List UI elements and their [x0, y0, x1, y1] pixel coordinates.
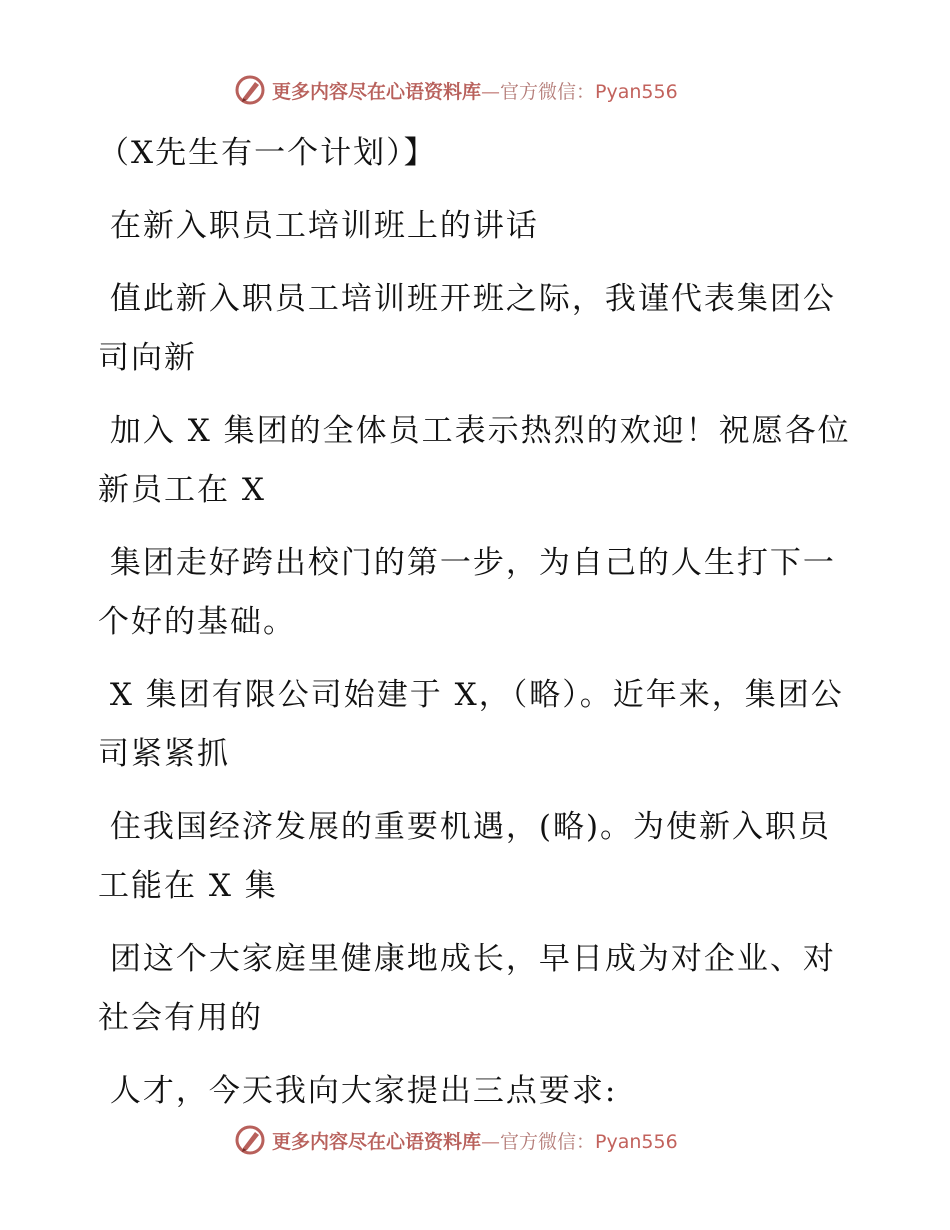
document-body — [98, 124, 858, 1135]
pen-circle-logo-icon — [234, 74, 266, 106]
paragraph-5: 集团走好跨出校门的第一步，为自己的人生打下一个好的基础。 — [98, 545, 836, 640]
watermark-banner-top — [234, 70, 754, 110]
watermark-dash: — — [481, 1130, 501, 1153]
watermark-strong-text: 更多内容尽在心语资料库 — [272, 80, 482, 103]
watermark-strong-text: 更多内容尽在心语资料库 — [272, 1130, 482, 1153]
paragraph-7: 住我国经济发展的重要机遇，(略)。为使新入职员工能在 X 集 — [98, 809, 832, 904]
pen-circle-logo-icon — [234, 1124, 266, 1156]
watermark-wechat-label: 官方微信： — [500, 1130, 596, 1153]
paragraph-6: X 集团有限公司始建于 X，（略）。近年来，集团公司紧紧抓 — [98, 677, 844, 772]
paragraph-4: 加入 X 集团的全体员工表示热烈的欢迎！祝愿各位新员工在 X — [98, 413, 851, 508]
paragraph-3: 值此新入职员工培训班开班之际，我谨代表集团公司向新 — [98, 281, 836, 376]
watermark-dash: — — [481, 80, 501, 103]
watermark-wechat-label: 官方微信： — [500, 80, 596, 103]
paragraph-1: （X先生有一个计划）】 — [98, 135, 437, 171]
paragraph-8: 团这个大家庭里健康地成长，早日成为对企业、对社会有用的 — [98, 941, 836, 1036]
watermark-wechat-id: Pyan556 — [595, 1130, 678, 1153]
watermark-wechat-id: Pyan556 — [595, 80, 678, 103]
paragraph-2: 在新入职员工培训班上的讲话 — [98, 208, 539, 244]
watermark-text — [272, 77, 678, 104]
watermark-text — [272, 1127, 678, 1154]
paragraph-9: 人才，今天我向大家提出三点要求: — [98, 1073, 618, 1109]
watermark-banner-bottom — [234, 1120, 754, 1160]
